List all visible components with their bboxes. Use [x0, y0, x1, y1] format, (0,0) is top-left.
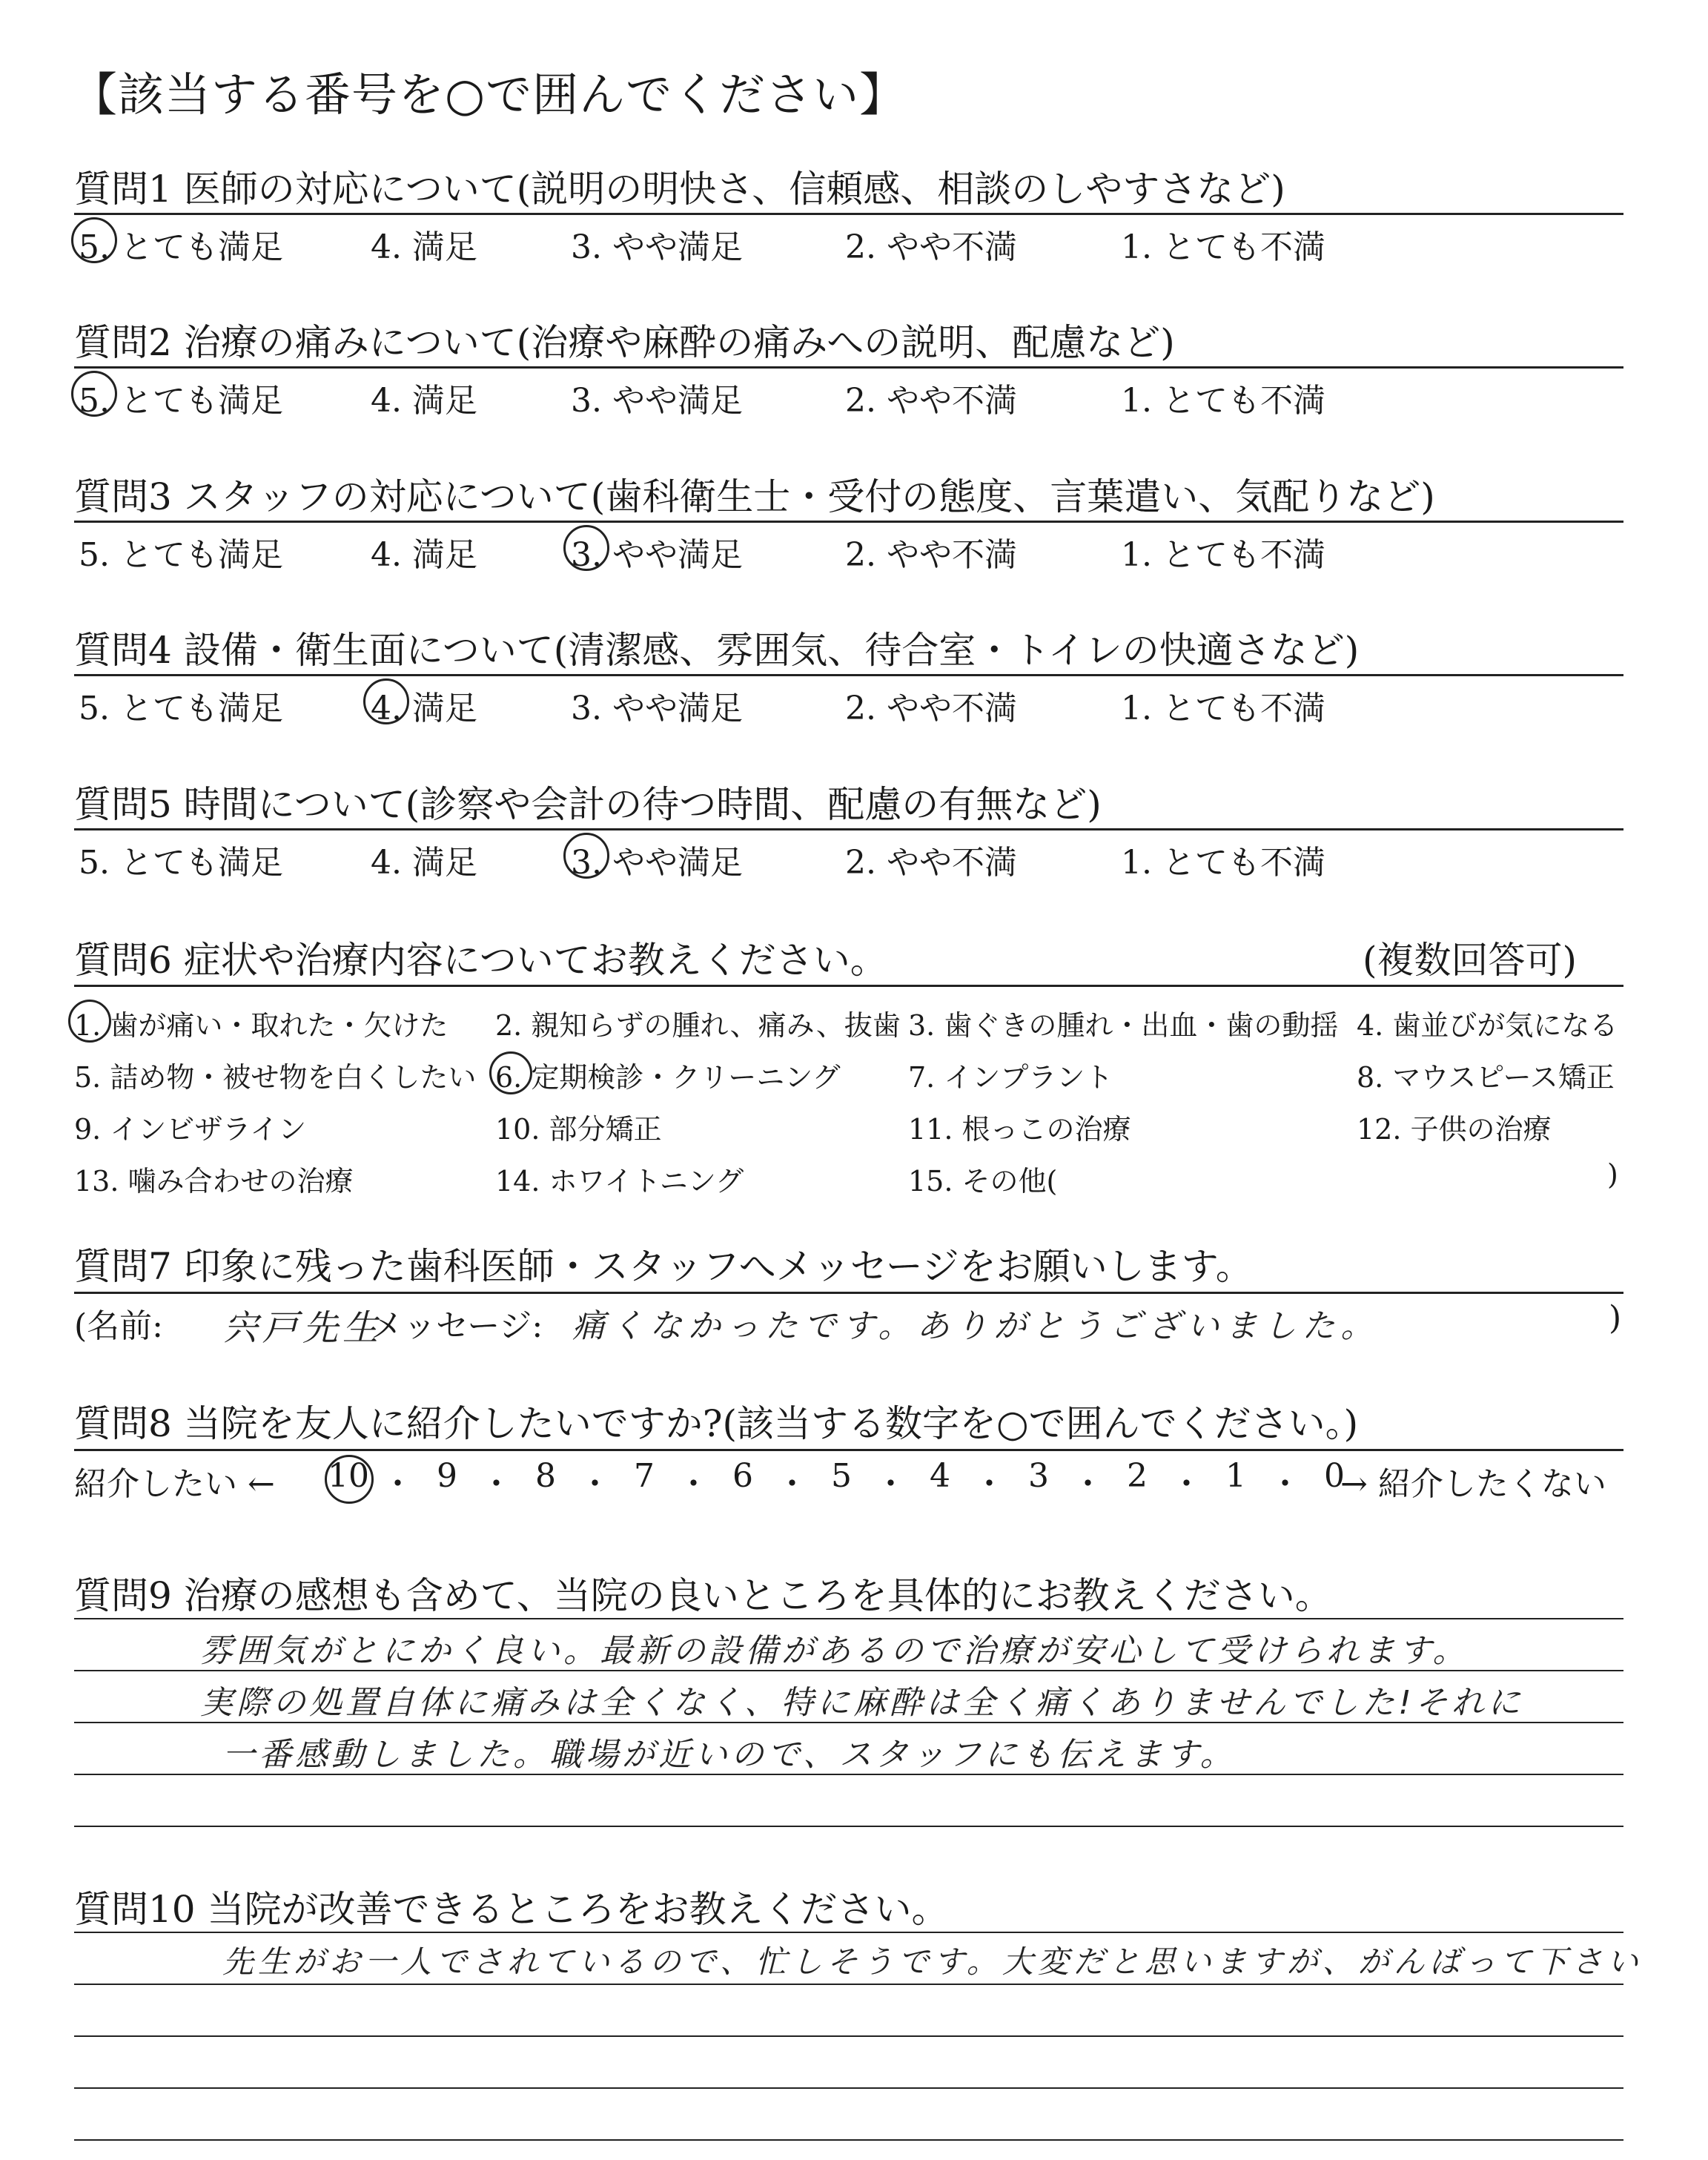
- q6-option-4[interactable]: 4. 歯並びが気になる: [1357, 1009, 1618, 1042]
- q6-option-9[interactable]: 9. インビザライン: [74, 1113, 307, 1146]
- q9-answer-text-1[interactable]: 雰囲気がとにかく良い。最新の設備があるので治療が安心して受けられます。: [200, 1632, 1469, 1670]
- q8-scale-10[interactable]: 10: [328, 1457, 369, 1495]
- q2-rule: [74, 366, 1623, 369]
- q6-option-1[interactable]: 1. 歯が痛い・取れた・欠けた: [74, 1009, 448, 1042]
- q10-answer-line-5: [74, 2139, 1623, 2141]
- q3-option-1[interactable]: 1. とても不満: [1121, 536, 1325, 574]
- q8-title: 質問8 当院を友人に紹介したいですか?(該当する数字を○で囲んでください。): [74, 1402, 1359, 1445]
- q10-answer-text-1[interactable]: 先生がお一人でされているので、忙しそうです。大変だと思いますが、がんばって下さい: [222, 1943, 1643, 1980]
- q9-answer-line-1: [74, 1618, 1623, 1619]
- q8-scale-3[interactable]: 3: [1028, 1457, 1049, 1495]
- q3-option-5[interactable]: 5. とても満足: [79, 536, 283, 574]
- q3-option-2[interactable]: 2. やや不満: [845, 536, 1017, 574]
- q9-title: 質問9 治療の感想も含めて、当院の良いところを具体的にお教えください。: [74, 1574, 1332, 1617]
- q5-option-5[interactable]: 5. とても満足: [79, 844, 283, 882]
- q8-scale-2[interactable]: 2: [1127, 1457, 1148, 1495]
- q6-option-2[interactable]: 2. 親知らずの腫れ、痛み、抜歯: [495, 1009, 901, 1042]
- q4-option-5[interactable]: 5. とても満足: [79, 690, 283, 727]
- q8-left-label: 紹介したい ←: [74, 1465, 275, 1503]
- q6-other-close-paren: ): [1607, 1158, 1618, 1191]
- q8-right-label: → 紹介したくない: [1340, 1465, 1606, 1503]
- q4-title: 質問4 設備・衛生面について(清潔感、雰囲気、待合室・トイレの快適さなど): [74, 629, 1360, 672]
- q6-option-15[interactable]: 15. その他(: [908, 1165, 1058, 1198]
- q8-scale-dot: ・: [381, 1465, 414, 1503]
- q9-answer-line-5: [74, 1826, 1623, 1827]
- q6-option-11[interactable]: 11. 根っこの治療: [908, 1113, 1131, 1146]
- q3-title: 質問3 スタッフの対応について(歯科衛生士・受付の態度、言葉遣い、気配りなど): [74, 475, 1435, 518]
- q5-option-4[interactable]: 4. 満足: [371, 844, 477, 882]
- q3-option-4[interactable]: 4. 満足: [371, 536, 477, 574]
- q8-selected-circle: [325, 1455, 374, 1504]
- q5-option-2[interactable]: 2. やや不満: [845, 844, 1017, 882]
- q6-option-12[interactable]: 12. 子供の治療: [1357, 1113, 1552, 1146]
- q6-option-6[interactable]: 6. 定期検診・クリーニング: [495, 1061, 841, 1094]
- q6-title: 質問6 症状や治療内容についてお教えください。: [74, 939, 887, 982]
- q2-option-1[interactable]: 1. とても不満: [1121, 382, 1325, 420]
- q2-option-3[interactable]: 3. やや満足: [571, 382, 743, 420]
- q8-scale-8[interactable]: 8: [535, 1457, 556, 1495]
- q8-scale-dot: ・: [677, 1465, 710, 1503]
- q6-option-7[interactable]: 7. インプラント: [908, 1061, 1113, 1094]
- q2-option-5[interactable]: 5. とても満足: [79, 382, 283, 420]
- q10-answer-line-3: [74, 2035, 1623, 2037]
- q6-note: (複数回答可): [1363, 939, 1578, 982]
- q8-rule: [74, 1449, 1623, 1451]
- q1-option-1[interactable]: 1. とても不満: [1121, 228, 1325, 266]
- q5-rule: [74, 828, 1623, 830]
- q10-answer-line-1: [74, 1932, 1623, 1933]
- q1-rule: [74, 213, 1623, 215]
- q8-scale-dot: ・: [1268, 1465, 1302, 1503]
- q7-name-value[interactable]: 宍戸先生: [222, 1307, 383, 1349]
- q2-option-2[interactable]: 2. やや不満: [845, 382, 1017, 420]
- q8-scale-dot: ・: [973, 1465, 1006, 1503]
- q6-selected-circle-6: [489, 1051, 532, 1094]
- q5-option-3[interactable]: 3. やや満足: [571, 844, 743, 882]
- q8-scale-7[interactable]: 7: [634, 1457, 655, 1495]
- q4-selected-circle: [363, 678, 409, 724]
- q8-scale-9[interactable]: 9: [437, 1457, 457, 1495]
- q10-answer-line-4: [74, 2087, 1623, 2089]
- q5-option-1[interactable]: 1. とても不満: [1121, 844, 1325, 882]
- q8-scale-4[interactable]: 4: [930, 1457, 950, 1495]
- q5-selected-circle: [563, 833, 609, 879]
- q4-option-3[interactable]: 3. やや満足: [571, 690, 743, 727]
- q8-scale-dot: ・: [775, 1465, 809, 1503]
- q6-option-5[interactable]: 5. 詰め物・被せ物を白くしたい: [74, 1061, 477, 1094]
- q4-option-4[interactable]: 4. 満足: [371, 690, 477, 727]
- q8-scale-0[interactable]: 0: [1324, 1457, 1345, 1495]
- q9-answer-text-3[interactable]: 一番感動しました。職場が近いので、スタッフにも伝えます。: [222, 1736, 1237, 1774]
- q6-option-10[interactable]: 10. 部分矯正: [495, 1113, 662, 1146]
- q6-option-8[interactable]: 8. マウスピース矯正: [1357, 1061, 1615, 1094]
- q3-option-3[interactable]: 3. やや満足: [571, 536, 743, 574]
- q7-rule: [74, 1292, 1623, 1294]
- q7-name-label: (名前:: [74, 1307, 163, 1345]
- q8-scale-dot: ・: [480, 1465, 513, 1503]
- page-heading: 【該当する番号を○で囲んでください】: [71, 67, 907, 122]
- q7-message-label: メッセージ:: [371, 1307, 543, 1345]
- q4-rule: [74, 674, 1623, 676]
- q1-option-4[interactable]: 4. 満足: [371, 228, 477, 266]
- q6-option-14[interactable]: 14. ホワイトニング: [495, 1165, 744, 1198]
- q8-scale-6[interactable]: 6: [732, 1457, 753, 1495]
- q4-option-1[interactable]: 1. とても不満: [1121, 690, 1325, 727]
- q8-scale-dot: ・: [1170, 1465, 1203, 1503]
- q1-title: 質問1 医師の対応について(説明の明快さ、信頼感、相談のしやすさなど): [74, 168, 1285, 211]
- q2-selected-circle: [71, 371, 117, 417]
- q6-option-13[interactable]: 13. 噛み合わせの治療: [74, 1165, 354, 1198]
- q3-rule: [74, 521, 1623, 523]
- q8-scale-1[interactable]: 1: [1225, 1457, 1246, 1495]
- q10-answer-line-2: [74, 1984, 1623, 1985]
- q3-selected-circle: [563, 525, 609, 571]
- q2-title: 質問2 治療の痛みについて(治療や麻酔の痛みへの説明、配慮など): [74, 321, 1175, 364]
- q5-title: 質問5 時間について(診察や会計の待つ時間、配慮の有無など): [74, 783, 1102, 826]
- q7-close-paren: ): [1609, 1299, 1622, 1337]
- q8-scale-dot: ・: [1071, 1465, 1105, 1503]
- q6-rule: [74, 985, 1623, 987]
- q8-scale-dot: ・: [874, 1465, 907, 1503]
- q4-option-2[interactable]: 2. やや不満: [845, 690, 1017, 727]
- q6-selected-circle-1: [68, 1000, 111, 1043]
- q9-answer-text-2[interactable]: 実際の処置自体に痛みは全くなく、特に麻酔は全く痛くありませんでした!それに: [200, 1684, 1524, 1722]
- q2-option-4[interactable]: 4. 満足: [371, 382, 477, 420]
- q7-title: 質問7 印象に残った歯科医師・スタッフへメッセージをお願いします。: [74, 1245, 1253, 1288]
- q10-title: 質問10 当院が改善できるところをお教えください。: [74, 1888, 949, 1931]
- q1-selected-circle: [71, 217, 117, 263]
- q7-message-value[interactable]: 痛くなかったです。ありがとうございました。: [572, 1307, 1380, 1345]
- q6-option-3[interactable]: 3. 歯ぐきの腫れ・出血・歯の動揺: [908, 1009, 1339, 1042]
- q1-option-5[interactable]: 5. とても満足: [79, 228, 283, 266]
- q8-scale-5[interactable]: 5: [831, 1457, 852, 1495]
- q8-scale-dot: ・: [578, 1465, 612, 1503]
- q1-option-2[interactable]: 2. やや不満: [845, 228, 1017, 266]
- q1-option-3[interactable]: 3. やや満足: [571, 228, 743, 266]
